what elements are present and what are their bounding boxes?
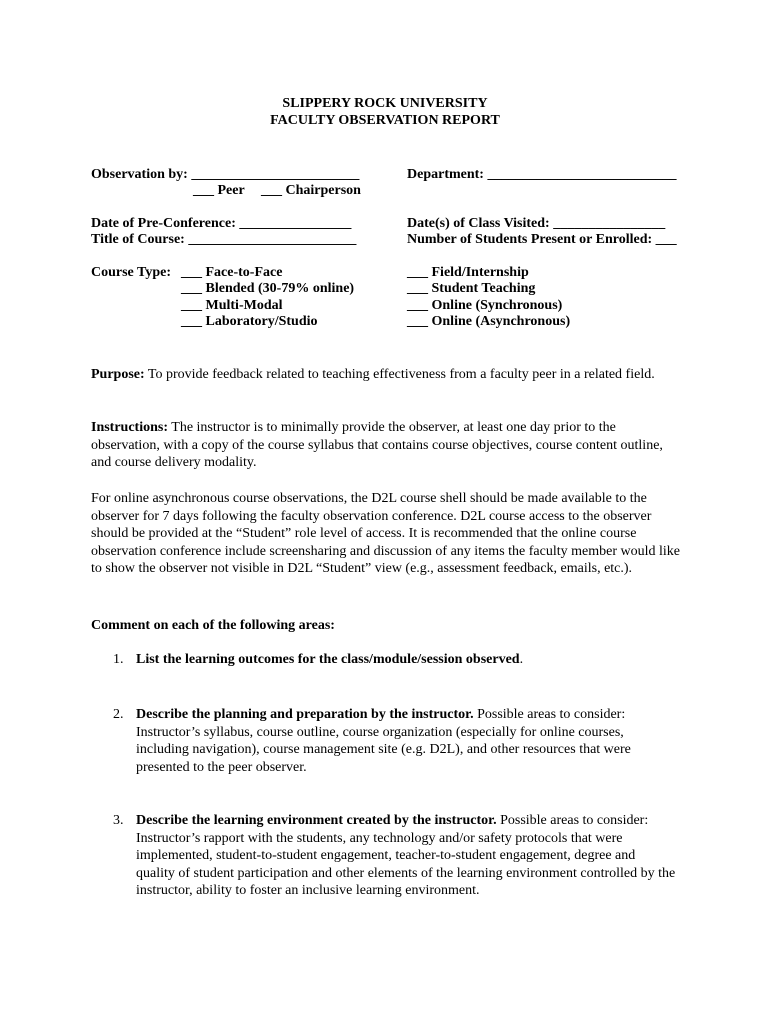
course-type-blended: ___ Blended (30-79% online): [181, 281, 355, 296]
item-bold: Describe the learning environment created by the instructor.: [136, 813, 497, 828]
item-number: 1.: [113, 652, 124, 667]
item-bold: List the learning outcomes for the class/module/session observed: [136, 652, 520, 667]
item-text: [136, 706, 676, 776]
instructions-paragraph: [91, 419, 681, 472]
item-number: 3.: [113, 813, 124, 828]
item-text: [136, 812, 676, 900]
chairperson-option: ___ Chairperson: [261, 183, 361, 198]
course-title-field: Title of Course: ________________________: [91, 232, 357, 247]
purpose-label: Purpose:: [91, 367, 145, 382]
course-type-online-sync: ___ Online (Synchronous): [407, 298, 563, 313]
purpose-text: To provide feedback related to teaching effectiveness from a faculty peer in a related field.: [144, 367, 655, 382]
instructions-text: The instructor is to minimally provide the observer, at least one day prior to the observation, with a copy of the course syllabus that contains course objectives, course content outline, and course delivery modality.: [91, 420, 663, 470]
pre-conference-date-field: Date of Pre-Conference: ________________: [91, 216, 352, 231]
item-bold: Describe the planning and preparation by the instructor.: [136, 707, 474, 722]
class-visited-date-field: Date(s) of Class Visited: ________________: [407, 216, 666, 231]
comment-heading: Comment on each of the following areas:: [91, 618, 335, 633]
item-body: .: [519, 652, 524, 667]
course-type-face-to-face: ___ Face-to-Face: [181, 265, 283, 280]
item-body: Possible areas to consider: Instructor’s rapport with the students, any technology and/or safety protocols that were implemented, student-to-student engagement, teacher-to-student engagement, degree and quality of student participation and other elements of the learning environment controlled by the instructor, ability to foster an inclusive learning environment.: [136, 813, 676, 898]
course-type-laboratory: ___ Laboratory/Studio: [181, 314, 318, 329]
item-body: Possible areas to consider: Instructor’s syllabus, course outline, course organization (especially for online courses, including navigation), course management site (e.g. D2L), and other resources that were presented to the peer observer.: [136, 707, 631, 775]
course-type-student-teaching: ___ Student Teaching: [407, 281, 536, 296]
course-type-label: Course Type:: [91, 265, 171, 280]
university-name: SLIPPERY ROCK UNIVERSITY: [282, 96, 488, 111]
instructions-label: Instructions:: [91, 420, 169, 435]
observation-by-field: Observation by: ________________________: [91, 167, 360, 182]
peer-option: ___ Peer: [193, 183, 245, 198]
item-number: 2.: [113, 707, 124, 722]
item-text: [136, 651, 676, 669]
report-title: FACULTY OBSERVATION REPORT: [270, 113, 500, 128]
online-observation-paragraph: For online asynchronous course observations, the D2L course shell should be made available to the observer for 7 days following the faculty observation conference. D2L course access to the observer should be provided at the “Student” role level of access. It is recommended that the online course observation conference include screensharing and discussion of any items the faculty member would like to show the observer not visible in D2L “Student” view (e.g., assessment feedback, emails, etc.).: [91, 491, 680, 576]
students-count-field: Number of Students Present or Enrolled: ___: [407, 232, 677, 247]
course-type-multi-modal: ___ Multi-Modal: [181, 298, 283, 313]
purpose-paragraph: [91, 366, 681, 384]
course-type-online-async: ___ Online (Asynchronous): [407, 314, 571, 329]
department-field: Department: ___________________________: [407, 167, 677, 182]
course-type-field-internship: ___ Field/Internship: [407, 265, 529, 280]
